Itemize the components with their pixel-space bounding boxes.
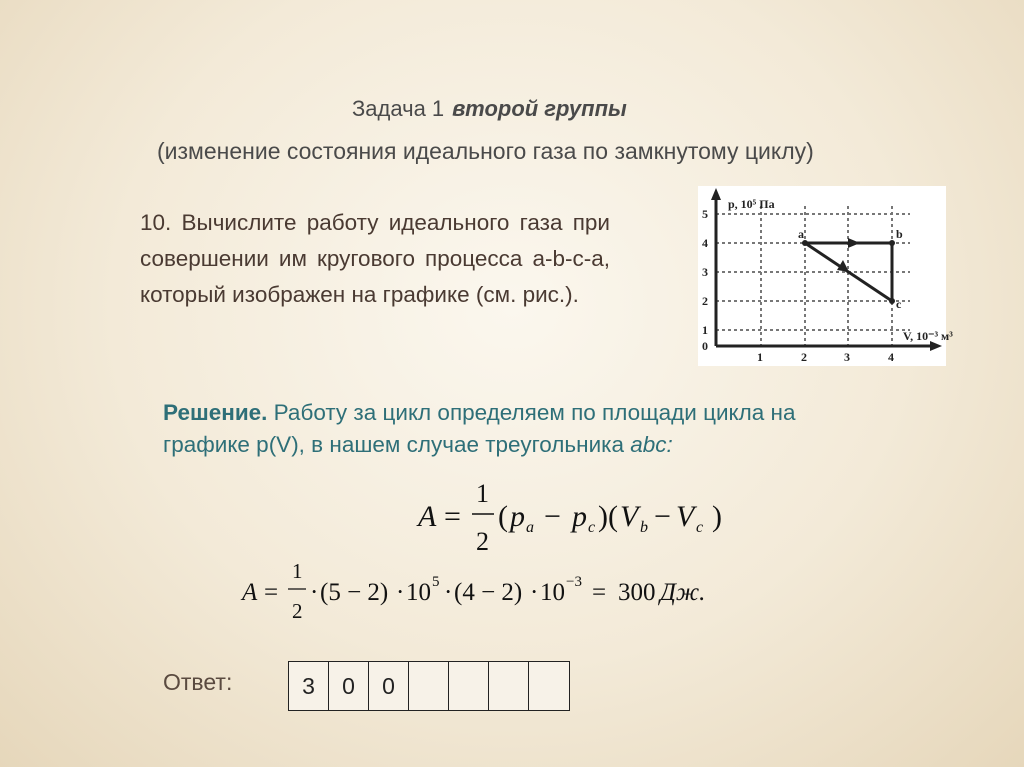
formula-subscript: c <box>588 519 596 536</box>
point-label-c: c <box>896 297 902 311</box>
answer-cell[interactable]: 3 <box>289 662 329 710</box>
y-tick-label: 5 <box>702 207 708 221</box>
solution-body: Работу за цикл определяем по площади цикла на графике p(V), в нашем случае треугольника <box>163 400 796 457</box>
formula-result: 300 <box>618 579 656 606</box>
formula-equals: = <box>592 579 607 606</box>
y-tick-label: 2 <box>702 294 708 308</box>
formula-dot: · <box>310 579 319 606</box>
x-tick-label: 3 <box>844 350 850 364</box>
slide-title <box>352 96 627 122</box>
point-label-b: b <box>896 227 903 241</box>
fraction-numerator: 1 <box>476 479 489 508</box>
formula-exponent: 5 <box>432 574 440 590</box>
point-b <box>889 240 895 246</box>
x-tick-label: 2 <box>801 350 807 364</box>
point-c <box>889 298 895 304</box>
answer-box <box>288 661 570 711</box>
formula-subscript: a <box>526 519 534 536</box>
formula-power-base: 10 <box>540 579 565 606</box>
formula-subscript: b <box>640 519 648 536</box>
pv-graph <box>698 186 953 366</box>
formula-paren: ( <box>498 500 508 533</box>
title-prefix: Задача 1 <box>352 96 445 121</box>
solution-italic: abc: <box>630 431 673 457</box>
formula-symbol: p <box>572 500 587 533</box>
solution-heading: Решение. <box>163 400 268 425</box>
formula-unit: Дж. <box>660 579 706 606</box>
y-tick-label: 4 <box>702 236 708 250</box>
formula-minus: − <box>544 500 561 533</box>
formula-dot: · <box>530 579 539 606</box>
formula-symbol: p <box>510 500 525 533</box>
answer-cell[interactable] <box>409 662 449 710</box>
y-tick-label: 0 <box>702 339 708 353</box>
formula-term: (5 − 2) <box>320 579 389 606</box>
formula-dot: · <box>396 579 405 606</box>
title-emphasis: второй группы <box>452 96 627 121</box>
formula-equals: = <box>444 500 461 533</box>
formula-exponent: −3 <box>566 574 582 590</box>
formula-term: (4 − 2) <box>454 579 523 606</box>
x-tick-label: 4 <box>888 350 894 364</box>
formula-symbol: V <box>620 500 639 533</box>
formula-symbol: V <box>676 500 695 533</box>
formula-subscript: c <box>696 519 704 536</box>
x-tick-label: 1 <box>757 350 763 364</box>
y-tick-label: 3 <box>702 265 708 279</box>
answer-cell[interactable] <box>529 662 569 710</box>
formula-paren: ) <box>712 500 722 533</box>
formula-dot: · <box>444 579 453 606</box>
formula-equals: = <box>264 579 279 606</box>
answer-cell[interactable] <box>489 662 529 710</box>
solution-text <box>163 397 843 461</box>
formula-paren: )( <box>598 500 618 533</box>
formula-symbol: A <box>242 579 258 606</box>
x-axis-label: V, 10⁻³ м³ <box>903 329 953 343</box>
answer-label: Ответ: <box>163 669 233 695</box>
answer-cell[interactable] <box>449 662 489 710</box>
y-axis-label: p, 10⁵ Па <box>728 197 775 211</box>
problem-statement: 10. Вычислите работу идеального газа при совершении им кругового процесса a-b-c-a, который изображен на графике (см. рис.). <box>140 210 610 307</box>
fraction-numerator: 1 <box>292 559 303 583</box>
y-tick-label: 1 <box>702 323 708 337</box>
formula-work-numeric <box>236 556 736 630</box>
formula-minus: − <box>654 500 671 533</box>
formula-symbol: A <box>418 500 437 533</box>
formula-work-general <box>410 474 740 558</box>
answer-cell[interactable]: 0 <box>369 662 409 710</box>
formula-power-base: 10 <box>406 579 431 606</box>
fraction-denominator: 2 <box>476 527 489 556</box>
fraction-denominator: 2 <box>292 599 303 623</box>
point-label-a: a <box>798 227 804 241</box>
slide-subtitle: (изменение состояния идеального газа по замкнутому циклу) <box>157 138 814 164</box>
answer-cell[interactable]: 0 <box>329 662 369 710</box>
